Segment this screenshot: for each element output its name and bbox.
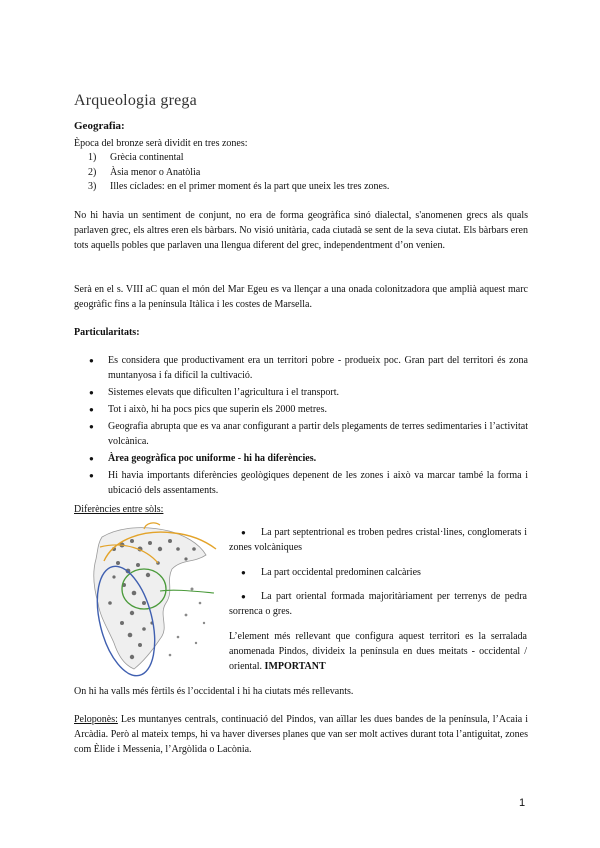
list-text: Grècia continental [110,152,184,163]
zones-list [74,151,528,195]
list-text: Illes cíclades: en el primer moment és la part que uneix les tres zones. [110,181,390,192]
pindos-paragraph [229,629,527,674]
list-item [74,468,528,498]
list-number: 1) [88,152,97,163]
list-text: Àsia menor o Anatòlia [110,166,201,178]
valls-paragraph: On hi ha valls més fèrtils és l’occidental i hi ha ciutats més rellevants. [74,686,354,697]
list-item [74,180,528,195]
list-text-bold: Àrea geogràfica poc uniforme - hi ha diferències. [108,453,317,464]
list-item [74,353,528,383]
list-item [74,385,528,400]
bullet-icon: ● [89,471,94,480]
page-number: 1 [519,797,526,809]
peloponnes-text: Les muntanyes centrals, continuació del Pindos, van aïllar les dues bandes de la península, l’Acaia i Arcàdia. Però al mateix temps, hi va haver diverses planes que van ser molt actives durant tota l’antiguitat, zones com Èlide i Messenia, l’Argòlida o Lacònia. [74,714,528,755]
peloponnes-label: Peloponès: [74,714,118,725]
list-number: 2) [88,166,97,178]
bullet-icon: ● [89,388,94,397]
important-label: IMPORTANT [264,661,326,672]
bullet-icon: ● [241,528,246,537]
sols-bullet [229,589,527,619]
particularitats-list [74,353,528,500]
list-text: Geografia abrupta que es va anar configurant a partir dels plegaments de terres sedimentaries i l’activitat volcànica. [108,421,528,447]
sols-bullet-text: La part septentrional es troben pedres cristal·lines, conglomerats i zones volcàniques [229,527,527,553]
paragraph-conjunt: No hi havia un sentiment de conjunt, no era de forma geogràfica sinó dialectal, s'anomenen grecs als quals parlaven grec, els altres eren els bàrbars. No visió unitària, cada ciutadà se sent de la seva ciutat. Els bàrbars eren tots aquells pobles que parlaven una llengua diferent del grec, independentment d’on venien. [74,210,528,251]
sols-bullet [229,565,527,580]
list-item [74,166,528,181]
bullet-icon: ● [241,592,246,601]
bullet-icon: ● [89,405,94,414]
list-text: Sistemes elevats que dificulten l’agricultura i el transport. [108,387,340,398]
page-title: Arqueologia grega [74,92,197,109]
particularitats-heading: Particularitats: [74,327,140,338]
geografia-section [74,136,528,195]
list-text: Es considera que productivament era un territori pobre - produeix poc. Gran part del territori és zona muntanyosa i fa difícil la cultivació. [108,355,528,381]
pindos-text: L’element més rellevant que configura aquest territori es la serralada anomenada Pindos, divideix la península en dues meitats - occidental / oriental. [229,631,527,672]
list-item [74,151,528,166]
list-number: 3) [88,181,97,192]
geografia-intro: Època del bronze serà dividit en tres zones: [74,138,248,149]
geografia-heading: Geografia: [74,120,125,132]
list-item [74,419,528,449]
list-text: Hi havia importants diferències geològiques depenent de les zones i això va marcar també la forma i ubicació dels assentaments. [108,470,528,496]
bullet-icon: ● [89,356,94,365]
bullet-icon: ● [89,422,94,431]
list-text: Tot i això, hi ha pocs pics que superin els 2000 metres. [108,404,327,415]
sols-bullet-text: La part oriental formada majoritàriament per terrenys de pedra sorrenca o gres. [229,591,527,617]
paragraph-colonitzadora: Serà en el s. VIII aC quan el món del Mar Egeu es va llençar a una onada colonitzadora que amplià aquest marc geogràfic fins a la península Itàlica i les costes de Marsella. [74,284,528,310]
greece-map-image [74,519,219,677]
sols-bullet-text: La part occidental predominen calcàries [261,567,421,578]
sols-heading: Diferències entre sòls: [74,504,164,515]
bullet-icon: ● [241,568,246,577]
list-item [74,451,528,466]
bullet-icon: ● [89,454,94,463]
list-item [74,402,528,417]
sols-bullet [229,525,527,555]
peloponnes-paragraph [74,712,528,757]
